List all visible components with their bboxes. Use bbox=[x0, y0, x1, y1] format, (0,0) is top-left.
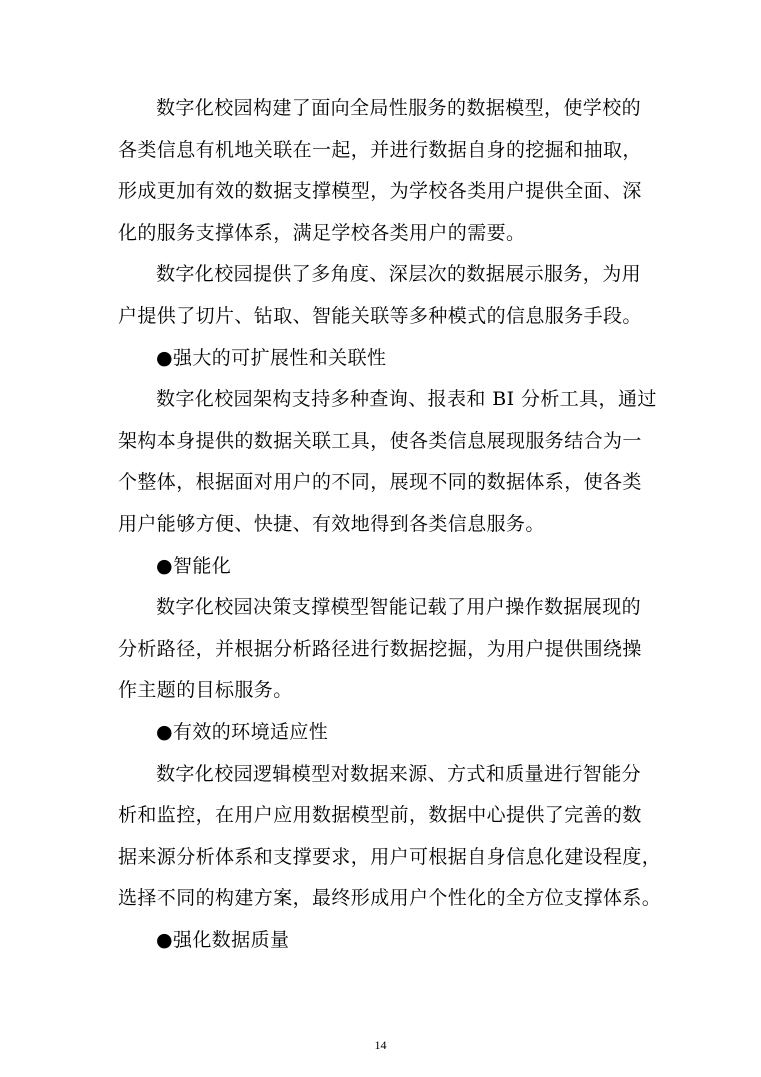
paragraph-3-line-4: 用户能够方便、快捷、有效地得到各类信息服务。 bbox=[118, 512, 545, 535]
paragraph-4-line-3: 作主题的目标服务。 bbox=[118, 679, 293, 702]
bullet-heading-intelligence: ●智能化 bbox=[156, 554, 232, 577]
bullet-heading-adaptability: ●有效的环境适应性 bbox=[156, 720, 329, 743]
paragraph-1-line-4: 化的服务支撑体系，满足学校各类用户的需要。 bbox=[118, 221, 526, 244]
body-text bbox=[118, 88, 662, 961]
paragraph-5-line-4: 选择不同的构建方案，最终形成用户个性化的全方位支撑体系。 bbox=[118, 887, 662, 910]
paragraph-3-line-2: 架构本身提供的数据关联工具，使各类信息展现服务结合为一 bbox=[118, 429, 642, 452]
paragraph-4-line-2: 分析路径，并根据分析路径进行数据挖掘，为用户提供围绕操 bbox=[118, 637, 642, 660]
paragraph-1-line-2: 各类信息有机地关联在一起，并进行数据自身的挖掘和抽取， bbox=[118, 138, 642, 161]
paragraph-1-line-3: 形成更加有效的数据支撑模型，为学校各类用户提供全面、深 bbox=[118, 180, 642, 203]
paragraph-4-line-1: 数字化校园决策支撑模型智能记载了用户操作数据展现的 bbox=[156, 596, 642, 619]
paragraph-5-line-3: 据来源分析体系和支撑要求，用户可根据自身信息化建设程度， bbox=[118, 845, 662, 868]
paragraph-1-line-1: 数字化校园构建了面向全局性服务的数据模型，使学校的 bbox=[156, 97, 642, 119]
paragraph-3-line-1: 数字化校园架构支持多种查询、报表和 BI 分析工具，通过 bbox=[156, 388, 657, 411]
bullet-heading-scalability: ●强大的可扩展性和关联性 bbox=[156, 346, 387, 369]
bullet-heading-data-quality: ●强化数据质量 bbox=[156, 928, 290, 951]
paragraph-5-line-1: 数字化校园逻辑模型对数据来源、方式和质量进行智能分 bbox=[156, 762, 642, 785]
paragraph-2-line-1: 数字化校园提供了多角度、深层次的数据展示服务，为用 bbox=[156, 263, 642, 286]
paragraph-3-line-3: 个整体，根据面对用户的不同，展现不同的数据体系，使各类 bbox=[118, 471, 642, 494]
page-number: 14 bbox=[374, 1038, 387, 1052]
paragraph-5-line-2: 析和监控，在用户应用数据模型前，数据中心提供了完善的数 bbox=[118, 804, 642, 827]
paragraph-2-line-2: 户提供了切片、钻取、智能关联等多种模式的信息服务手段。 bbox=[118, 304, 642, 327]
